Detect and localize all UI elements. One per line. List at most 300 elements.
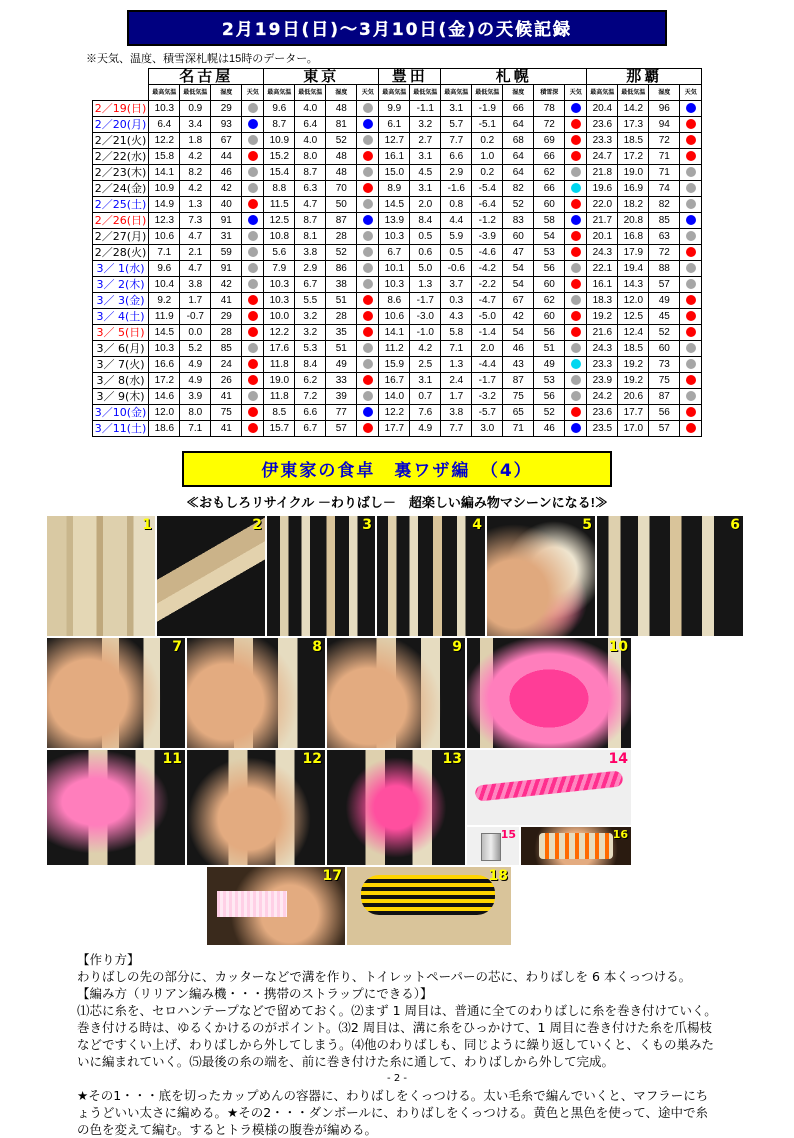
nagoya-min: 4.2 [180, 181, 211, 197]
row-date: 3／ 5(日) [92, 325, 149, 341]
photo-label-2: 2 [252, 517, 262, 533]
weather-dot-gray-icon [248, 247, 258, 257]
weather-dot-gray-icon [686, 391, 696, 401]
toyota-max: 6.7 [379, 245, 410, 261]
tokyo-hum: 51 [326, 293, 357, 309]
sapporo-weather [565, 277, 587, 293]
table-row [92, 325, 702, 341]
weather-dot-gray-icon [571, 391, 581, 401]
toyota-max: 17.7 [379, 421, 410, 437]
naha-max: 23.5 [587, 421, 618, 437]
photo-3 [267, 516, 375, 636]
sapporo-min: -1.4 [472, 325, 503, 341]
toyota-min: 3.1 [410, 181, 441, 197]
weather-table [92, 68, 703, 437]
photo-row-4 [207, 867, 747, 945]
naha-hum: 74 [649, 181, 680, 197]
photo-label-12: 12 [302, 751, 322, 767]
tokyo-max: 15.2 [264, 149, 295, 165]
toyota-min: -1.7 [410, 293, 441, 309]
table-row [92, 133, 702, 149]
sapporo-hum: 54 [503, 261, 534, 277]
sapporo-snow: 46 [534, 421, 565, 437]
weather-dot-red-icon [248, 151, 258, 161]
row-date: 3／ 9(木) [92, 389, 149, 405]
sapporo-min: -4.2 [472, 261, 503, 277]
weather-dot-gray-icon [363, 391, 373, 401]
naha-max: 19.6 [587, 181, 618, 197]
tokyo-weather [357, 229, 379, 245]
make-title: 【作り方】 [77, 952, 140, 967]
photo-10 [467, 638, 631, 748]
nagoya-max: 9.2 [149, 293, 180, 309]
naha-max: 24.3 [587, 245, 618, 261]
weather-dot-gray-icon [571, 167, 581, 177]
tokyo-weather [357, 245, 379, 261]
toyota-max: 15.9 [379, 357, 410, 373]
tokyo-max: 19.0 [264, 373, 295, 389]
naha-weather [680, 325, 702, 341]
weather-dot-gray-icon [686, 359, 696, 369]
naha-hum: 57 [649, 277, 680, 293]
nagoya-weather [242, 261, 264, 277]
weather-dot-red-icon [686, 135, 696, 145]
sapporo-max: 7.1 [441, 341, 472, 357]
nagoya-weather [242, 133, 264, 149]
sapporo-hum: 82 [503, 181, 534, 197]
tokyo-weather [357, 277, 379, 293]
nagoya-min: 1.7 [180, 293, 211, 309]
naha-hum: 72 [649, 133, 680, 149]
sapporo-max: 5.7 [441, 117, 472, 133]
tokyo-weather [357, 133, 379, 149]
weather-dot-red-icon [248, 311, 258, 321]
weather-dot-blue-icon [363, 215, 373, 225]
table-row [92, 229, 702, 245]
photo-2 [157, 516, 265, 636]
naha-max: 18.3 [587, 293, 618, 309]
sapporo-weather [565, 357, 587, 373]
weather-dot-red-icon [686, 295, 696, 305]
table-row [92, 373, 702, 389]
sapporo-hum: 87 [503, 373, 534, 389]
nagoya-hum: 40 [211, 197, 242, 213]
weather-dot-red-icon [248, 375, 258, 385]
weather-dot-gray-icon [363, 263, 373, 273]
nagoya-max: 12.2 [149, 133, 180, 149]
naha-hum: 60 [649, 341, 680, 357]
sapporo-max: 5.9 [441, 229, 472, 245]
tokyo-min: 6.7 [295, 421, 326, 437]
naha-hum: 56 [649, 405, 680, 421]
nagoya-max: 14.6 [149, 389, 180, 405]
tokyo-weather [357, 309, 379, 325]
toyota-min: 3.2 [410, 117, 441, 133]
naha-hum: 49 [649, 293, 680, 309]
naha-min: 18.5 [618, 341, 649, 357]
nagoya-hum: 31 [211, 229, 242, 245]
naha-max: 22.1 [587, 261, 618, 277]
photo-17-knit [217, 891, 287, 917]
nagoya-min: 7.3 [180, 213, 211, 229]
tokyo-hum: 77 [326, 405, 357, 421]
nagoya-weather [242, 325, 264, 341]
nagoya-min: 5.2 [180, 341, 211, 357]
tokyo-hum: 50 [326, 197, 357, 213]
weather-dot-gray-icon [363, 343, 373, 353]
nagoya-min: 4.9 [180, 357, 211, 373]
sapporo-weather [565, 165, 587, 181]
photo-row-3 [47, 750, 747, 865]
toyota-min: 2.7 [410, 133, 441, 149]
naha-weather [680, 405, 702, 421]
tokyo-weather [357, 421, 379, 437]
sub-nagoya-hum: 湿度 [211, 85, 242, 101]
tokyo-max: 12.5 [264, 213, 295, 229]
weather-dot-cyan-icon [571, 359, 581, 369]
nagoya-max: 14.5 [149, 325, 180, 341]
toyota-min: -1.0 [410, 325, 441, 341]
tokyo-min: 8.7 [295, 165, 326, 181]
sub-nagoya-wx: 天気 [242, 85, 264, 101]
nagoya-hum: 67 [211, 133, 242, 149]
sapporo-max: -1.6 [441, 181, 472, 197]
toyota-min: 3.1 [410, 373, 441, 389]
row-date: 2／26(日) [92, 213, 149, 229]
naha-hum: 75 [649, 373, 680, 389]
sapporo-min: 1.0 [472, 149, 503, 165]
tokyo-min: 5.3 [295, 341, 326, 357]
photo-18-tiger-band [361, 875, 495, 915]
sub-nagoya-max: 最高気温 [149, 85, 180, 101]
sapporo-snow: 53 [534, 245, 565, 261]
tokyo-weather [357, 165, 379, 181]
naha-hum: 57 [649, 421, 680, 437]
sapporo-hum: 42 [503, 309, 534, 325]
sapporo-hum: 64 [503, 165, 534, 181]
tokyo-min: 8.7 [295, 213, 326, 229]
sapporo-min: -1.9 [472, 101, 503, 117]
toyota-min: 4.2 [410, 341, 441, 357]
sapporo-hum: 75 [503, 389, 534, 405]
naha-min: 20.8 [618, 213, 649, 229]
sapporo-max: 2.4 [441, 373, 472, 389]
toyota-max: 10.6 [379, 309, 410, 325]
weather-dot-red-icon [571, 199, 581, 209]
nagoya-weather [242, 373, 264, 389]
nagoya-max: 15.8 [149, 149, 180, 165]
row-date: 2／23(木) [92, 165, 149, 181]
sapporo-weather [565, 101, 587, 117]
tokyo-hum: 35 [326, 325, 357, 341]
weather-dot-gray-icon [686, 167, 696, 177]
page-title: 2月19日(日)～3月10日(金)の天候記録 [221, 20, 573, 40]
nagoya-weather [242, 405, 264, 421]
naha-max: 24.2 [587, 389, 618, 405]
sapporo-weather [565, 341, 587, 357]
sapporo-weather [565, 405, 587, 421]
photo-label-8: 8 [312, 639, 322, 655]
tokyo-max: 11.8 [264, 389, 295, 405]
photo-row-2 [47, 638, 747, 748]
toyota-max: 15.0 [379, 165, 410, 181]
photo-13 [327, 750, 465, 865]
nagoya-min: 2.1 [180, 245, 211, 261]
table-row [92, 277, 702, 293]
weather-dot-red-icon [363, 423, 373, 433]
weather-dot-red-icon [686, 151, 696, 161]
naha-weather [680, 357, 702, 373]
weather-dot-gray-icon [248, 263, 258, 273]
sapporo-min: -3.2 [472, 389, 503, 405]
sub-tokyo-wx: 天気 [357, 85, 379, 101]
naha-hum: 71 [649, 165, 680, 181]
weather-dot-red-icon [571, 119, 581, 129]
tokyo-hum: 52 [326, 245, 357, 261]
photo-11 [47, 750, 185, 865]
photo-9 [327, 638, 465, 748]
tokyo-max: 10.0 [264, 309, 295, 325]
row-date: 2／27(月) [92, 229, 149, 245]
nagoya-hum: 42 [211, 277, 242, 293]
nagoya-weather [242, 245, 264, 261]
weather-dot-gray-icon [686, 199, 696, 209]
tokyo-hum: 39 [326, 389, 357, 405]
tokyo-hum: 81 [326, 117, 357, 133]
naha-weather [680, 117, 702, 133]
naha-max: 23.9 [587, 373, 618, 389]
tokyo-weather [357, 261, 379, 277]
sapporo-max: 7.7 [441, 133, 472, 149]
sapporo-snow: 62 [534, 165, 565, 181]
weather-dot-red-icon [686, 311, 696, 321]
naha-min: 17.0 [618, 421, 649, 437]
sapporo-max: 0.5 [441, 245, 472, 261]
weather-dot-gray-icon [248, 279, 258, 289]
weather-dot-gray-icon [363, 279, 373, 289]
nagoya-max: 10.3 [149, 101, 180, 117]
tokyo-min: 6.4 [295, 117, 326, 133]
row-date: 3／ 3(金) [92, 293, 149, 309]
weather-dot-gray-icon [363, 199, 373, 209]
weather-dot-red-icon [571, 327, 581, 337]
toyota-max: 10.1 [379, 261, 410, 277]
tokyo-min: 3.2 [295, 325, 326, 341]
weather-dot-gray-icon [686, 343, 696, 353]
sapporo-snow: 72 [534, 117, 565, 133]
row-date: 3／ 1(水) [92, 261, 149, 277]
recipe-title: 伊東家の食卓 裏ワザ編 （4） [261, 461, 533, 481]
naha-min: 14.3 [618, 277, 649, 293]
nagoya-max: 14.9 [149, 197, 180, 213]
nagoya-hum: 91 [211, 213, 242, 229]
nagoya-hum: 29 [211, 309, 242, 325]
tokyo-max: 11.5 [264, 197, 295, 213]
sapporo-weather [565, 213, 587, 229]
table-row [92, 421, 702, 437]
naha-weather [680, 213, 702, 229]
weather-dot-red-icon [248, 199, 258, 209]
naha-hum: 87 [649, 389, 680, 405]
tokyo-weather [357, 373, 379, 389]
header-city-sapporo: 札幌 [441, 69, 587, 85]
naha-weather [680, 245, 702, 261]
sapporo-weather [565, 309, 587, 325]
nagoya-max: 10.9 [149, 181, 180, 197]
table-row [92, 357, 702, 373]
naha-max: 21.7 [587, 213, 618, 229]
weather-dot-red-icon [686, 247, 696, 257]
naha-hum: 63 [649, 229, 680, 245]
row-date: 2／24(金) [92, 181, 149, 197]
sub-naha-wx: 天気 [680, 85, 702, 101]
weather-dot-red-icon [571, 151, 581, 161]
nagoya-hum: 24 [211, 357, 242, 373]
table-row [92, 389, 702, 405]
weather-dot-gray-icon [248, 231, 258, 241]
table-row [92, 181, 702, 197]
sapporo-weather [565, 245, 587, 261]
photo-label-17: 17 [322, 868, 342, 884]
sapporo-max: 1.7 [441, 389, 472, 405]
tokyo-min: 4.7 [295, 197, 326, 213]
sapporo-min: -5.4 [472, 181, 503, 197]
nagoya-weather [242, 213, 264, 229]
tokyo-min: 6.2 [295, 373, 326, 389]
nagoya-max: 11.9 [149, 309, 180, 325]
table-row [92, 101, 702, 117]
sapporo-hum: 67 [503, 293, 534, 309]
nagoya-hum: 46 [211, 165, 242, 181]
weather-dot-red-icon [571, 231, 581, 241]
naha-hum: 71 [649, 149, 680, 165]
nagoya-hum: 42 [211, 181, 242, 197]
naha-min: 12.4 [618, 325, 649, 341]
sapporo-min: -3.9 [472, 229, 503, 245]
weather-dot-blue-icon [571, 423, 581, 433]
nagoya-weather [242, 421, 264, 437]
nagoya-weather [242, 389, 264, 405]
photo-8 [187, 638, 325, 748]
knit-title: 【編み方（リリアン編み機・・・携帯のストラップにできる）】 [77, 986, 433, 1001]
weather-dot-red-icon [686, 327, 696, 337]
table-header-cities [92, 69, 702, 85]
weather-dot-blue-icon [363, 119, 373, 129]
toyota-min: 7.6 [410, 405, 441, 421]
sapporo-hum: 71 [503, 421, 534, 437]
weather-dot-gray-icon [363, 135, 373, 145]
sapporo-max: 4.3 [441, 309, 472, 325]
sapporo-min: -2.2 [472, 277, 503, 293]
tokyo-hum: 57 [326, 421, 357, 437]
sapporo-weather [565, 181, 587, 197]
toyota-max: 14.5 [379, 197, 410, 213]
naha-max: 16.1 [587, 277, 618, 293]
weather-table-body [92, 101, 702, 437]
weather-dot-blue-icon [686, 215, 696, 225]
sapporo-max: 3.7 [441, 277, 472, 293]
photo-label-4: 4 [472, 517, 482, 533]
tokyo-max: 9.6 [264, 101, 295, 117]
tokyo-hum: 48 [326, 101, 357, 117]
photo-4 [377, 516, 485, 636]
naha-weather [680, 373, 702, 389]
instructions-block [77, 951, 717, 1138]
naha-weather [680, 261, 702, 277]
sapporo-max: 1.3 [441, 357, 472, 373]
tokyo-min: 7.2 [295, 389, 326, 405]
table-header-subs [92, 85, 702, 101]
photo-17 [207, 867, 345, 945]
weather-dot-red-icon [363, 295, 373, 305]
naha-min: 17.7 [618, 405, 649, 421]
sapporo-weather [565, 197, 587, 213]
toyota-min: 8.4 [410, 213, 441, 229]
photo-label-13: 13 [442, 751, 462, 767]
tokyo-min: 8.4 [295, 357, 326, 373]
header-city-nagoya: 名古屋 [149, 69, 264, 85]
nagoya-min: 4.9 [180, 373, 211, 389]
naha-min: 18.5 [618, 133, 649, 149]
nagoya-hum: 93 [211, 117, 242, 133]
nagoya-min: -0.7 [180, 309, 211, 325]
nagoya-max: 10.3 [149, 341, 180, 357]
weather-dot-cyan-icon [571, 183, 581, 193]
naha-weather [680, 149, 702, 165]
sub-tokyo-hum: 湿度 [326, 85, 357, 101]
weather-dot-gray-icon [363, 247, 373, 257]
sub-sapporo-hum: 湿度 [503, 85, 534, 101]
naha-max: 21.8 [587, 165, 618, 181]
sapporo-weather [565, 373, 587, 389]
nagoya-hum: 75 [211, 405, 242, 421]
naha-min: 19.4 [618, 261, 649, 277]
row-date: 3／ 4(土) [92, 309, 149, 325]
sapporo-min: -5.7 [472, 405, 503, 421]
toyota-max: 12.7 [379, 133, 410, 149]
table-row [92, 405, 702, 421]
sapporo-hum: 66 [503, 101, 534, 117]
sapporo-max: 6.6 [441, 149, 472, 165]
toyota-min: -3.0 [410, 309, 441, 325]
naha-hum: 45 [649, 309, 680, 325]
sapporo-hum: 64 [503, 149, 534, 165]
nagoya-hum: 41 [211, 389, 242, 405]
nagoya-min: 7.1 [180, 421, 211, 437]
tokyo-min: 3.2 [295, 309, 326, 325]
weather-dot-red-icon [571, 279, 581, 289]
sapporo-snow: 66 [534, 149, 565, 165]
weather-dot-gray-icon [686, 183, 696, 193]
naha-weather [680, 341, 702, 357]
nagoya-weather [242, 309, 264, 325]
sapporo-snow: 56 [534, 389, 565, 405]
toyota-max: 16.1 [379, 149, 410, 165]
row-date: 3／11(土) [92, 421, 149, 437]
table-row [92, 165, 702, 181]
weather-dot-red-icon [686, 119, 696, 129]
tokyo-min: 4.0 [295, 101, 326, 117]
nagoya-weather [242, 229, 264, 245]
table-row [92, 261, 702, 277]
nagoya-hum: 41 [211, 293, 242, 309]
sapporo-min: 0.2 [472, 133, 503, 149]
sapporo-hum: 83 [503, 213, 534, 229]
weather-dot-red-icon [363, 183, 373, 193]
nagoya-max: 10.6 [149, 229, 180, 245]
row-date: 2／28(火) [92, 245, 149, 261]
sapporo-hum: 46 [503, 341, 534, 357]
